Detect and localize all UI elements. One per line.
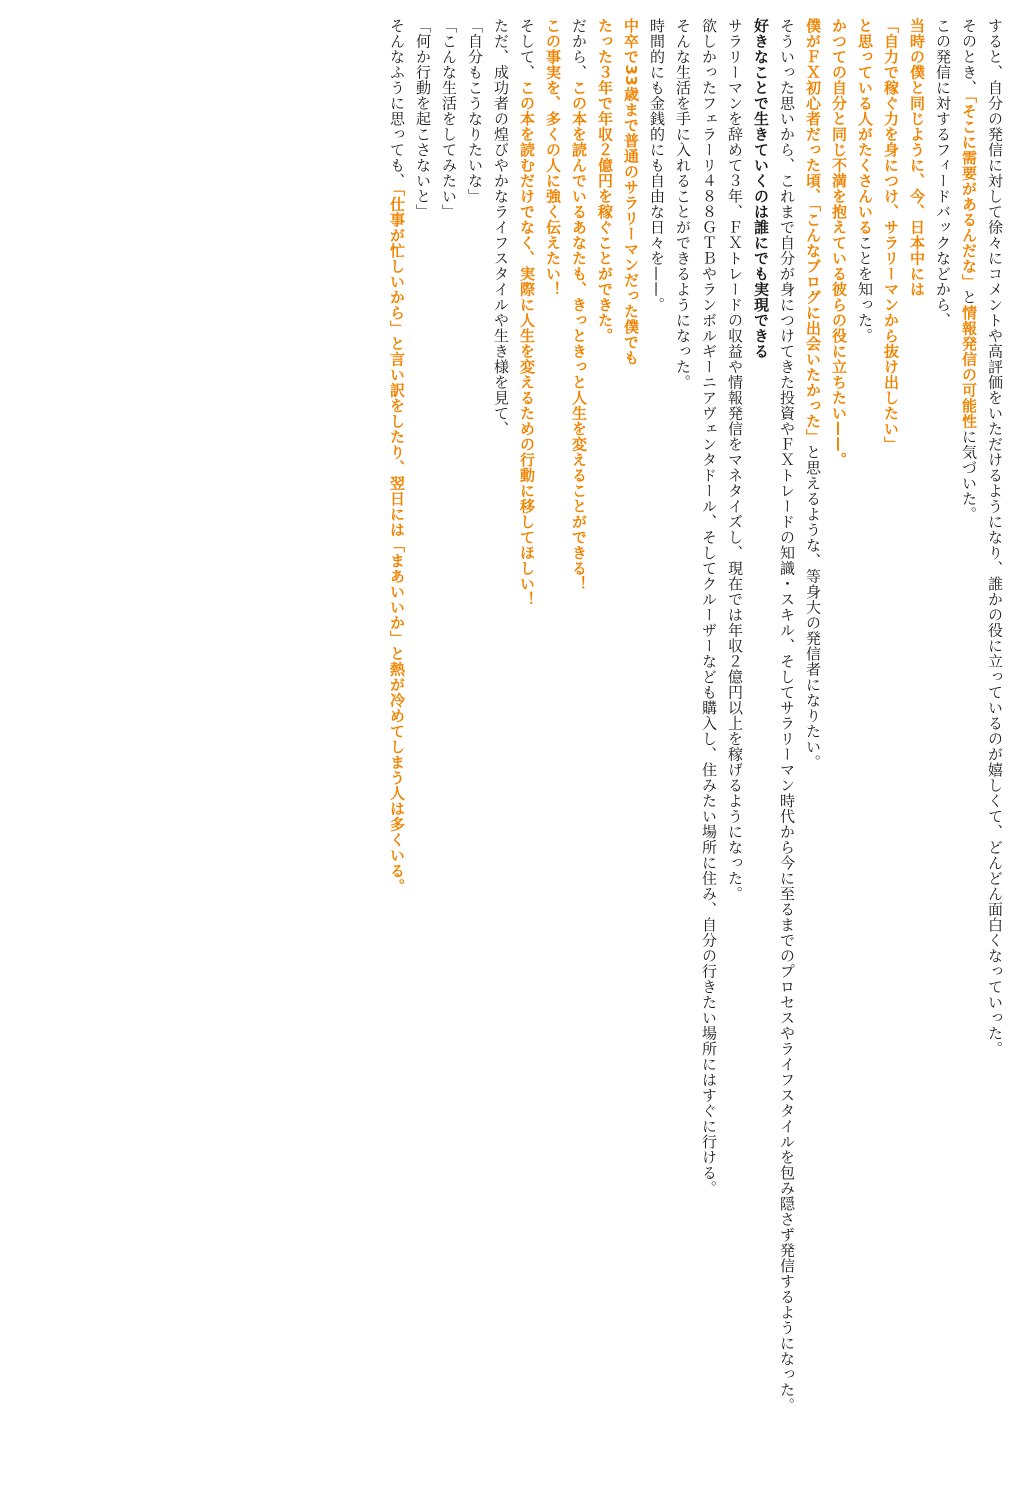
body-text: と思えるような、等身大の発信者になりたい。 bbox=[804, 444, 822, 770]
text-line bbox=[644, 18, 670, 1470]
section-heading bbox=[748, 18, 774, 1470]
body-text: ことを知った。 bbox=[856, 235, 874, 344]
highlighted-text: 僕がＦＸ初心者だった頃、「こんなブログに出会いたかった」 bbox=[804, 18, 822, 445]
highlighted-text: 情報発信の可能性 bbox=[960, 305, 978, 429]
text-line bbox=[592, 18, 618, 1470]
text-line bbox=[566, 18, 592, 1470]
body-text: サラリーマンを辞めて３年、ＦＸトレードの収益や情報発信をマネタイズし、現在では年収２億円以上を稼げるようになった。 bbox=[726, 18, 744, 902]
body-text: と bbox=[960, 289, 978, 305]
highlighted-text: と思っている人がたくさんいる bbox=[856, 18, 874, 235]
body-text: そういった思いから、これまで自分が身につけてきた投資やＦＸトレードの知識・スキル、そしてサラリーマン時代から今に至るまでのプロセスやライフスタイルを包み隠さず発信するようになった。 bbox=[778, 18, 796, 1413]
body-text: 「こんな生活をしてみたい」 bbox=[440, 18, 458, 220]
text-line bbox=[618, 18, 644, 1470]
highlighted-text: かつての自分と同じ不満を抱えている彼らの役に立ちたい——。 bbox=[830, 18, 848, 468]
highlighted-text: 中卒で33歳まで普通のサラリーマンだった僕でも bbox=[622, 18, 640, 366]
body-text: 「何か行動を起こさないと」 bbox=[414, 18, 432, 220]
highlighted-text: この事実を、多くの人に強く伝えたい！ bbox=[544, 18, 562, 297]
body-text: ただ、成功者の煌びやかなライフスタイルや生き様を見て、 bbox=[492, 18, 510, 437]
text-line bbox=[722, 18, 748, 1470]
text-line bbox=[800, 18, 826, 1470]
text-line bbox=[982, 18, 1008, 1470]
text-line bbox=[930, 18, 956, 1470]
text-line bbox=[670, 18, 696, 1470]
text-line bbox=[956, 18, 982, 1470]
text-line bbox=[436, 18, 462, 1470]
text-line bbox=[410, 18, 436, 1470]
text-line bbox=[488, 18, 514, 1470]
body-text: そんなふうに思っても、 bbox=[388, 18, 406, 189]
text-line bbox=[540, 18, 566, 1470]
text-line bbox=[878, 18, 904, 1470]
highlighted-text: 「そこに需要があるんだな」 bbox=[960, 95, 978, 290]
body-text: すると、自分の発信に対して徐々にコメントや高評価をいただけるようになり、誰かの役に立っているのが嬉しくて、どんどん面白くなっていった。 bbox=[986, 18, 1004, 1057]
body-text: そして、 bbox=[518, 18, 536, 80]
text-line bbox=[384, 18, 410, 1470]
body-text: 時間的にも金銭的にも自由な日々を——。 bbox=[648, 18, 666, 313]
body-text: この発信に対するフィードバックなどから、 bbox=[934, 18, 952, 328]
body-text: 好きなことで生きていくのは誰にでも実現できる bbox=[752, 18, 770, 359]
body-text: だから、 bbox=[570, 18, 588, 80]
text-line bbox=[462, 18, 488, 1470]
body-text: そんな生活を手に入れることができるようになった。 bbox=[674, 18, 692, 390]
text-line bbox=[696, 18, 722, 1470]
body-text: に気づいた。 bbox=[960, 429, 978, 522]
body-text: 「自分もこうなりたいな」 bbox=[466, 18, 484, 204]
highlighted-text: この本を読んでいるあなたも、きっときっと人生を変えることができる！ bbox=[570, 80, 588, 592]
highlighted-text: 当時の僕と同じように、今、日本中には bbox=[908, 18, 926, 297]
text-line bbox=[852, 18, 878, 1470]
text-line bbox=[774, 18, 800, 1470]
text-line bbox=[514, 18, 540, 1470]
body-text: そのとき、 bbox=[960, 18, 978, 96]
text-line bbox=[904, 18, 930, 1470]
highlighted-text: たった３年で年収２億円を稼ぐことができた。 bbox=[596, 18, 614, 344]
highlighted-text: 「仕事が忙しいから」と言い訳をしたり、翌日には「まあいいか」と熱が冷めてしまう人は多くいる。 bbox=[388, 188, 406, 894]
body-text: 欲しかったフェラーリ４８８ＧＴＢやランボルギーニアヴェンタドール、そしてクルーザーなども購入し、住みたい場所に住み、自分の行きたい場所にはすぐに行ける。 bbox=[700, 18, 718, 1196]
text-line bbox=[826, 18, 852, 1470]
highlighted-text: この本を読むだけでなく、実際に人生を変えるための行動に移してほしい！ bbox=[518, 80, 536, 607]
highlighted-text: 「自力で稼ぐ力を身につけ、サラリーマンから抜け出したい」 bbox=[882, 18, 900, 452]
